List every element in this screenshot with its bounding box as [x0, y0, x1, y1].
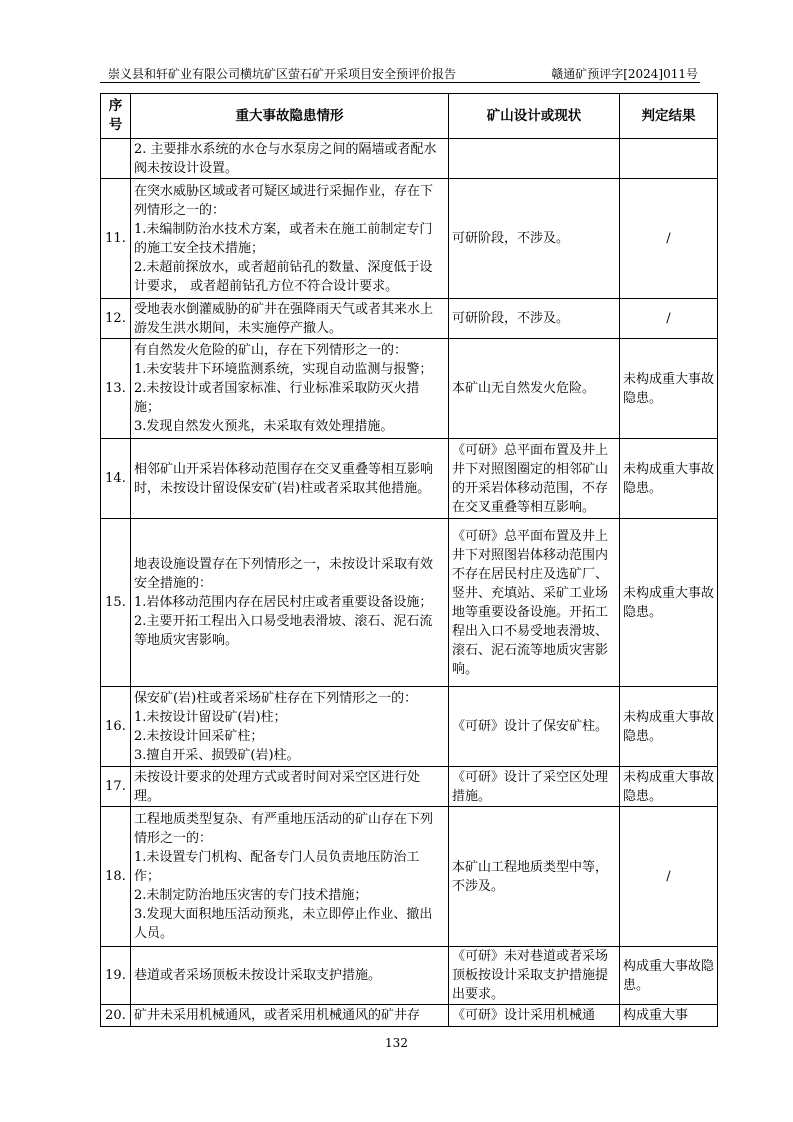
design-line: 可研阶段，不涉及。	[452, 311, 570, 326]
judgement-result: 构成重大事	[620, 1005, 718, 1027]
hazard-line: 2.主要开拓工程出入口易受地表滑坡、滚石、泥石流等地质灾害影响。	[134, 614, 433, 648]
table-row	[101, 179, 718, 299]
design-status	[449, 299, 620, 339]
page-number: 132	[385, 1036, 408, 1050]
hazard-line: 2. 主要排水系统的水仓与水泵房之间的隔墙或者配水阀未按设计设置。	[134, 141, 437, 176]
design-status	[449, 1005, 620, 1027]
table-row	[101, 1005, 718, 1027]
design-status	[449, 767, 620, 807]
design-status	[449, 519, 620, 687]
row-number	[101, 139, 131, 179]
hazard-line: 工程地质类型复杂、有严重地压活动的矿山存在下列情形之一的：	[134, 812, 434, 846]
hazard-line: 未按设计要求的处理方式或者时间对采空区进行处理。	[134, 769, 421, 804]
hazard-line: 1.未编制防治水技术方案，或者未在施工前制定专门的施工安全技术措施；	[134, 221, 433, 256]
hazard-line: 3.发现大面积地压活动预兆，未立即停止作业、撤出人员。	[134, 907, 433, 941]
design-status	[449, 947, 620, 1005]
judgement-result: 未构成重大事故隐患。	[620, 767, 718, 807]
hazard-line: 有自然发火危险的矿山，存在下列情形之一的：	[134, 343, 408, 358]
table-row	[101, 299, 718, 339]
row-number: 13.	[101, 339, 131, 439]
hazard-line: 2.未制定防治地压灾害的专门技术措施；	[134, 888, 368, 903]
judgement-result	[620, 139, 718, 179]
hazard-line: 相邻矿山开采岩体移动范围存在交叉重叠等相互影响时，未按设计留设保安矿(岩)柱或者采取其他措施。	[134, 461, 434, 496]
table-header-row	[101, 94, 718, 139]
report-title: 崇义县和轩矿业有限公司横坑矿区萤石矿开采项目安全预评价报告	[108, 67, 457, 81]
row-number: 20.	[101, 1005, 131, 1027]
design-line: 《可研》设计了保安矿柱。	[452, 719, 609, 734]
hazard-line: 矿井未采用机械通风，或者采用机械通风的矿井存	[134, 1008, 421, 1023]
row-number: 18.	[101, 807, 131, 947]
design-status	[449, 179, 620, 299]
table-row	[101, 339, 718, 439]
hazard-line: 巷道或者采场顶板未按设计采取支护措施。	[134, 968, 382, 983]
col-header-result: 判定结果	[620, 94, 718, 139]
hazard-description	[131, 179, 449, 299]
design-line: 《可研》未对巷道或者采场顶板按设计采取支护措施提出要求。	[452, 949, 609, 1002]
hazard-line: 受地表水倒灌威胁的矿井在强降雨天气或者其来水上游发生洪水期间，未实施停产撤人。	[134, 301, 434, 336]
col-header-hazard: 重大事故隐患情形	[131, 94, 449, 139]
hazard-line: 1.未安装井下环境监测系统，实现自动监测与报警；	[134, 362, 433, 377]
hazard-line: 3.擅自开采、损毁矿(岩)柱。	[134, 747, 300, 763]
page-header	[100, 64, 700, 83]
design-line: 可研阶段，不涉及。	[452, 231, 570, 246]
design-line: 本矿山无自然发火危险。	[452, 381, 596, 396]
table-row	[101, 439, 718, 519]
judgement-result: 未构成重大事故隐患。	[620, 339, 718, 439]
judgement-result: 未构成重大事故隐患。	[620, 519, 718, 687]
hazard-description	[131, 339, 449, 439]
row-number: 15.	[101, 519, 131, 687]
hazard-description	[131, 767, 449, 807]
hazard-table	[100, 93, 718, 1027]
row-number: 12.	[101, 299, 131, 339]
hazard-description	[131, 807, 449, 947]
row-number: 14.	[101, 439, 131, 519]
hazard-line: 保安矿(岩)柱或者采场矿柱存在下列情形之一的：	[134, 690, 418, 706]
row-number: 16.	[101, 687, 131, 767]
col-header-design: 矿山设计或现状	[449, 94, 620, 139]
design-status	[449, 139, 620, 179]
hazard-description	[131, 519, 449, 687]
judgement-result: /	[620, 179, 718, 299]
hazard-line: 在突水威胁区域或者可疑区域进行采掘作业，存在下列情形之一的：	[134, 183, 434, 218]
table-row	[101, 519, 718, 687]
table-row	[101, 947, 718, 1005]
hazard-description	[131, 439, 449, 519]
hazard-line: 2.未按设计回采矿柱；	[134, 728, 264, 744]
design-status	[449, 807, 620, 947]
design-line: 《可研》设计采用机械通	[452, 1008, 596, 1023]
judgement-result: /	[620, 299, 718, 339]
design-line: 《可研》总平面布置及井上井下对照图岩体移动范围内不存在居民村庄及选矿厂、竖井、充填站、采矿工业场地等重要设备设施。开拓工程出入口不易受地表滑坡、滚石、泥石流等地质灾害影响。	[452, 528, 609, 677]
table-row	[101, 687, 718, 767]
hazard-line: 2.未按设计或者国家标准、行业标准采取防灭火措施；	[134, 381, 420, 415]
design-status	[449, 339, 620, 439]
table-row	[101, 139, 718, 179]
judgement-result: 未构成重大事故隐患。	[620, 687, 718, 767]
row-number: 17.	[101, 767, 131, 807]
row-number: 11.	[101, 179, 131, 299]
design-line: 《可研》总平面布置及井上井下对照图圈定的相邻矿山的开采岩体移动范围，不存在交叉重叠等相互影响。	[452, 442, 609, 515]
design-line: 本矿山工程地质类型中等，不涉及。	[452, 859, 609, 894]
hazard-line: 1.岩体移动范围内存在居民村庄或者重要设备设施；	[134, 595, 433, 610]
hazard-description	[131, 299, 449, 339]
judgement-result: 构成重大事故隐患。	[620, 947, 718, 1005]
hazard-line: 地表设施设置存在下列情形之一，未按设计采取有效安全措施的：	[134, 557, 434, 591]
col-header-no: 序号	[101, 94, 131, 139]
hazard-line: 1.未按设计留设矿(岩)柱；	[134, 709, 287, 725]
design-status	[449, 687, 620, 767]
design-status	[449, 439, 620, 519]
table-row	[101, 807, 718, 947]
judgement-result: /	[620, 807, 718, 947]
hazard-line: 1.未设置专门机构、配备专门人员负责地压防治工作；	[134, 850, 420, 884]
hazard-line: 2.未超前探放水，或者超前钻孔的数量、深度低于设计要求， 或者超前钻孔方位不符合设计要求。	[134, 259, 433, 294]
judgement-result: 未构成重大事故隐患。	[620, 439, 718, 519]
table-row	[101, 767, 718, 807]
hazard-line: 3.发现自然发火预兆，未采取有效处理措施。	[134, 419, 394, 434]
row-number: 19.	[101, 947, 131, 1005]
report-number: 赣通矿预评字[2024]011号	[551, 67, 698, 81]
hazard-description	[131, 1005, 449, 1027]
hazard-description	[131, 687, 449, 767]
hazard-description	[131, 139, 449, 179]
hazard-description	[131, 947, 449, 1005]
design-line: 《可研》设计了采空区处理措施。	[452, 769, 609, 804]
